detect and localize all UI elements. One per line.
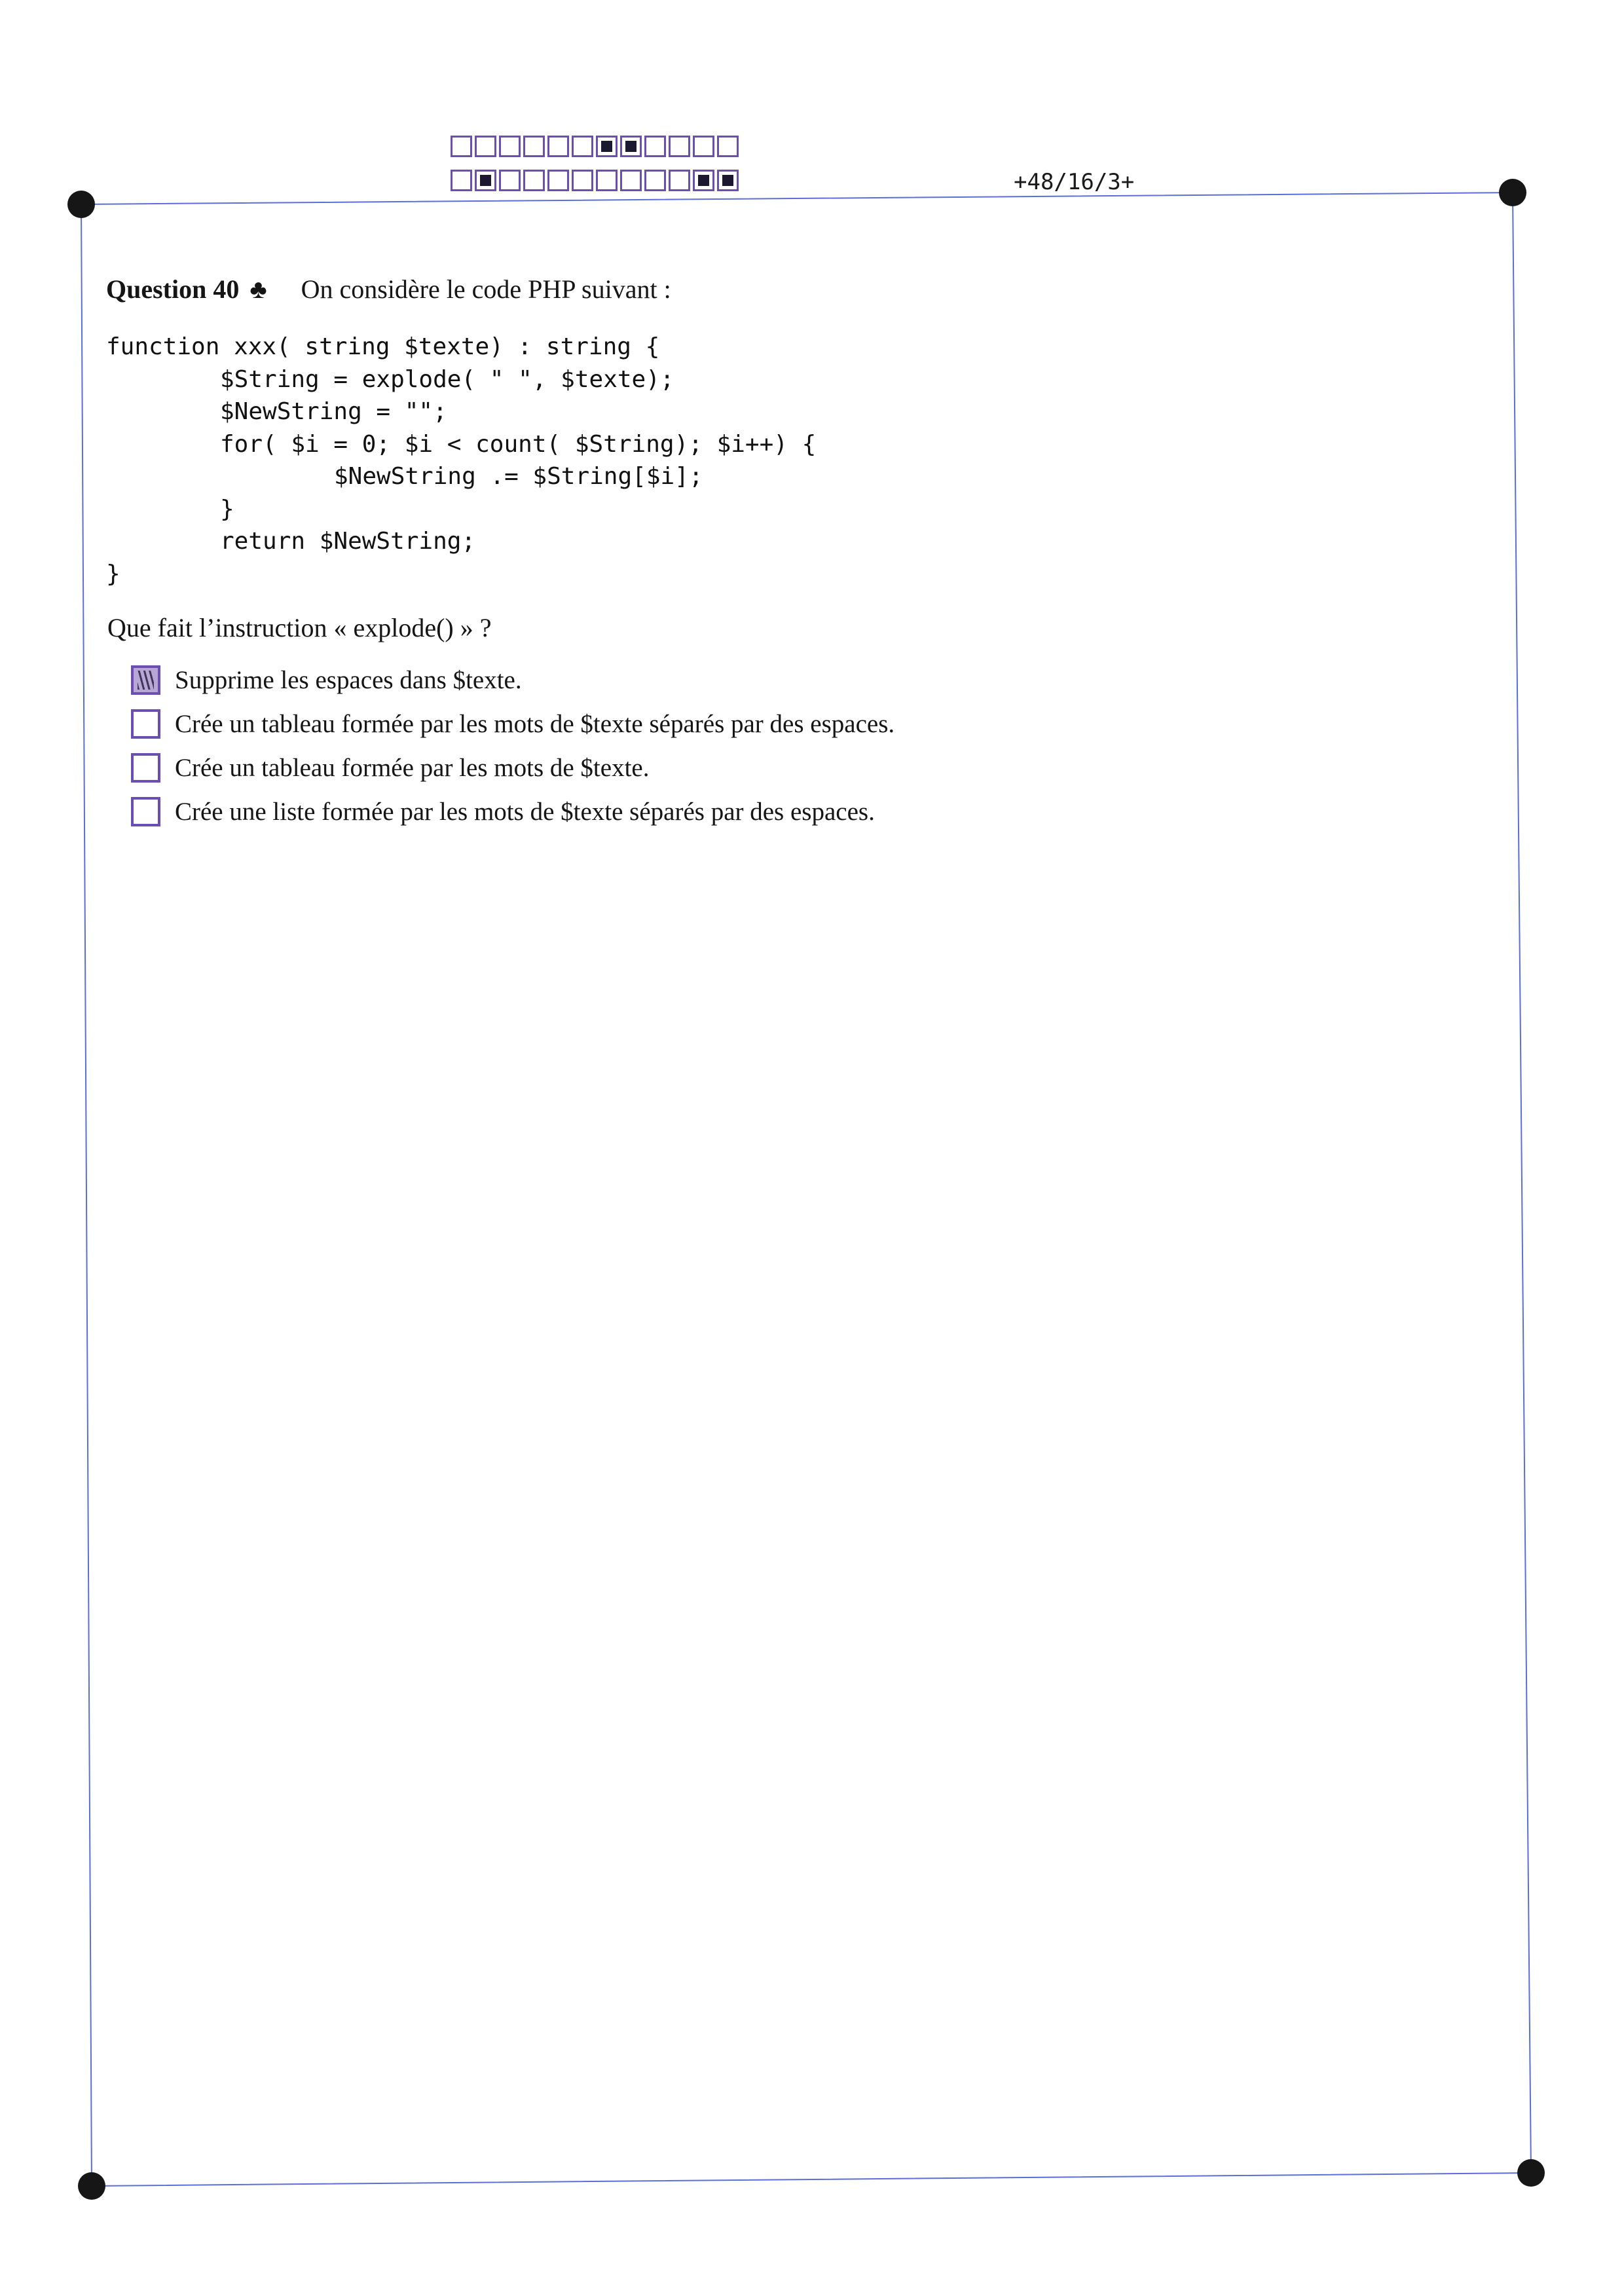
id-code-box-empty bbox=[572, 170, 593, 191]
corner-marker-bottom-left bbox=[78, 2172, 105, 2200]
id-code-row-1 bbox=[451, 136, 741, 157]
answer-option-1[interactable] bbox=[131, 665, 522, 695]
id-code-box-empty bbox=[451, 170, 472, 191]
answer-checkbox-3[interactable] bbox=[131, 753, 160, 783]
answer-checkbox-2[interactable] bbox=[131, 709, 160, 739]
id-code-box-empty bbox=[547, 136, 569, 157]
corner-marker-top-left bbox=[67, 191, 95, 218]
code-line: } bbox=[106, 560, 120, 587]
answer-option-2[interactable] bbox=[131, 709, 895, 739]
code-line: $NewString .= $String[$i]; bbox=[334, 463, 703, 490]
answer-checkbox-4[interactable] bbox=[131, 797, 160, 826]
corner-marker-top-right bbox=[1499, 179, 1526, 206]
id-code-box-filled bbox=[717, 170, 739, 191]
id-code-row-2 bbox=[451, 170, 741, 191]
php-code-block bbox=[106, 331, 816, 590]
id-code-box-empty bbox=[499, 170, 521, 191]
code-line: $NewString = ""; bbox=[220, 398, 447, 425]
code-line: function xxx( string $texte) : string { bbox=[106, 333, 660, 360]
id-code-box-empty bbox=[596, 170, 618, 191]
code-line: for( $i = 0; $i < count( $String); $i++) { bbox=[220, 430, 817, 458]
question-header bbox=[106, 274, 671, 305]
answer-checkbox-1[interactable] bbox=[131, 665, 160, 695]
id-code-box-empty bbox=[475, 136, 496, 157]
id-code-box-empty bbox=[451, 136, 472, 157]
id-code-box-empty bbox=[499, 136, 521, 157]
answer-option-3[interactable] bbox=[131, 753, 649, 783]
id-code-box-empty bbox=[523, 170, 545, 191]
id-code-box-empty bbox=[523, 136, 545, 157]
question-intro: On considère le code PHP suivant : bbox=[301, 274, 671, 304]
question-title: Question 40 bbox=[106, 274, 240, 304]
club-icon: ♣ bbox=[249, 274, 267, 304]
corner-marker-bottom-right bbox=[1517, 2159, 1545, 2187]
code-line: } bbox=[220, 495, 234, 523]
id-code-box-empty bbox=[644, 136, 666, 157]
id-code-box-filled bbox=[596, 136, 618, 157]
id-code-box-empty bbox=[547, 170, 569, 191]
code-line: $String = explode( " ", $texte); bbox=[220, 365, 674, 393]
id-code-box-filled bbox=[693, 170, 714, 191]
id-code-box-empty bbox=[669, 170, 690, 191]
id-code-box-empty bbox=[717, 136, 739, 157]
id-code-box-empty bbox=[572, 136, 593, 157]
id-code-box-empty bbox=[620, 170, 642, 191]
question-prompt: Que fait l’instruction « explode() » ? bbox=[107, 613, 492, 642]
id-code-box-empty bbox=[693, 136, 714, 157]
answer-option-4[interactable] bbox=[131, 797, 875, 826]
id-code-box-filled bbox=[475, 170, 496, 191]
answer-label-4: Crée une liste formée par les mots de $texte séparés par des espaces. bbox=[175, 798, 875, 826]
answer-label-2: Crée un tableau formée par les mots de $texte séparés par des espaces. bbox=[175, 710, 895, 738]
code-line: return $NewString; bbox=[220, 528, 476, 555]
id-code-box-empty bbox=[644, 170, 666, 191]
id-code-box-filled bbox=[620, 136, 642, 157]
id-code-box-empty bbox=[669, 136, 690, 157]
answer-label-1: Supprime les espaces dans $texte. bbox=[175, 666, 522, 694]
page-id: +48/16/3+ bbox=[1014, 169, 1135, 195]
answer-label-3: Crée un tableau formée par les mots de $texte. bbox=[175, 754, 650, 782]
